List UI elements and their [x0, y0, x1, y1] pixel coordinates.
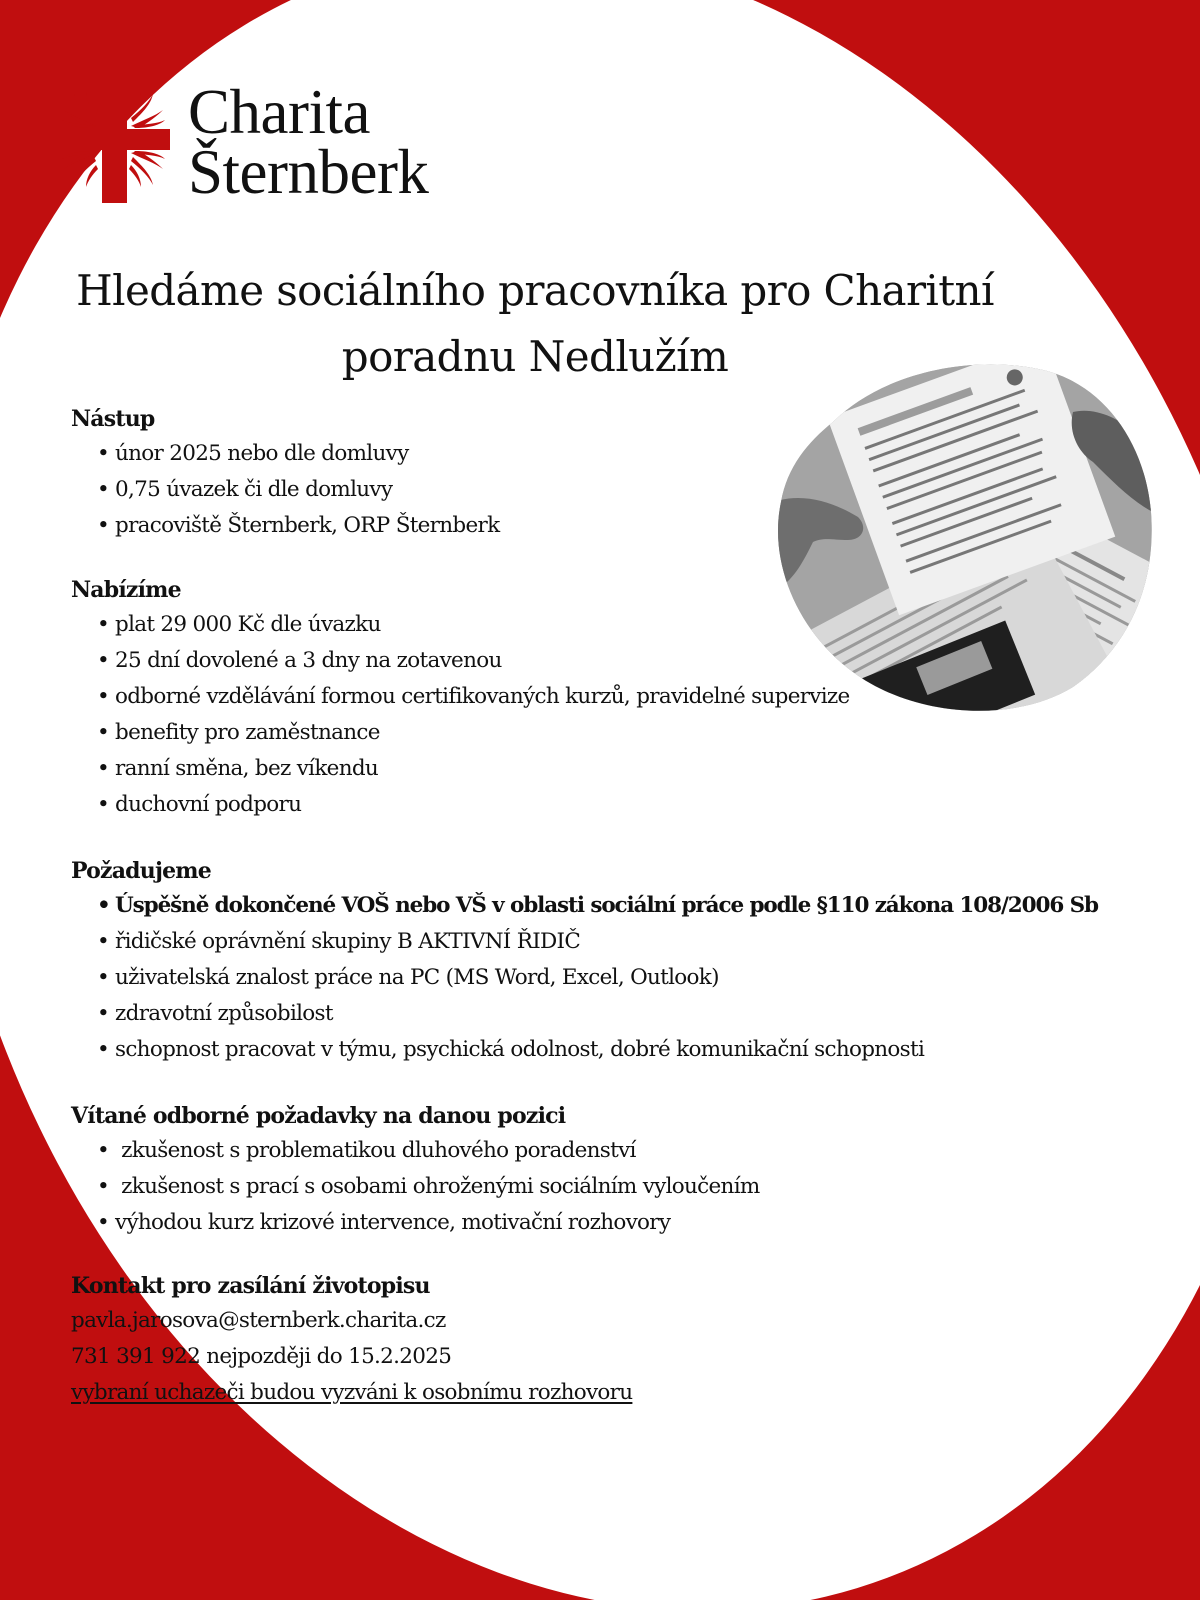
- list-item: • pracoviště Šternberk, ORP Šternberk: [97, 508, 1151, 544]
- list-item: • benefity pro zaměstnance: [97, 715, 1151, 751]
- list-item: • zkušenost s prací s osobami ohroženými sociálním vyloučením: [97, 1169, 1151, 1205]
- list-item: • výhodou kurz krizové intervence, motivační rozhovory: [97, 1205, 1151, 1241]
- section-pozadujeme: [71, 856, 1151, 1068]
- list-item: • odborné vzdělávání formou certifikovaných kurzů, pravidelné supervize: [97, 679, 1151, 715]
- list-item: • plat 29 000 Kč dle úvazku: [97, 607, 1151, 643]
- section-title: Nástup: [71, 406, 155, 432]
- section-nabizime: [71, 575, 1151, 823]
- logo-line-charita: Charita: [188, 77, 370, 147]
- logo: [56, 77, 476, 207]
- list-item: • zkušenost s problematikou dluhového poradenství: [97, 1133, 1151, 1169]
- interview-note: vybraní uchazeči budou vyzváni k osobnímu rozhovoru: [71, 1380, 633, 1405]
- section-nastup: [71, 404, 1151, 544]
- list-item: • řidičské oprávnění skupiny B AKTIVNÍ ŘIDIČ: [97, 924, 1151, 960]
- section-title: Požadujeme: [71, 858, 211, 884]
- list-item: • únor 2025 nebo dle domluvy: [97, 436, 1151, 472]
- list-item: • 0,75 úvazek či dle domluvy: [97, 472, 1151, 508]
- headline-line-2: poradnu Nedlužím: [341, 332, 729, 381]
- list-item: • ranní směna, bez víkendu: [97, 751, 1151, 787]
- section-contact: [71, 1271, 1151, 1411]
- list-item: • duchovní podporu: [97, 787, 1151, 823]
- section-title: Vítané odborné požadavky na danou pozici: [71, 1103, 566, 1129]
- list-item: • uživatelská znalost práce na PC (MS Word, Excel, Outlook): [97, 960, 1151, 996]
- charita-cross-icon: [56, 86, 171, 204]
- item-list: [71, 888, 1151, 1068]
- section-vitane-pozadavky: [71, 1101, 1151, 1241]
- list-item: • zdravotní způsobilost: [97, 996, 1151, 1032]
- contact-email[interactable]: pavla.jarosova@sternberk.charita.cz: [71, 1308, 446, 1333]
- logo-line-sternberk: Šternberk: [188, 137, 429, 207]
- item-list: [71, 607, 1151, 823]
- contact-title: Kontakt pro zasílání životopisu: [71, 1273, 430, 1299]
- list-item: • schopnost pracovat v týmu, psychická odolnost, dobré komunikační schopnosti: [97, 1032, 1151, 1068]
- item-list: [71, 436, 1151, 544]
- logo-text: [188, 77, 429, 207]
- section-title: Nabízíme: [71, 577, 181, 603]
- list-item: • 25 dní dovolené a 3 dny na zotavenou: [97, 643, 1151, 679]
- list-item: • Úspěšně dokončené VOŠ nebo VŠ v oblasti sociální práce podle §110 zákona 108/2006 Sb: [97, 888, 1151, 924]
- headline-line-1: Hledáme sociálního pracovníka pro Charitní: [76, 266, 994, 315]
- contact-phone-deadline: 731 391 922 nejpozději do 15.2.2025: [71, 1344, 452, 1369]
- job-details: [71, 404, 1151, 1411]
- item-list: [71, 1133, 1151, 1241]
